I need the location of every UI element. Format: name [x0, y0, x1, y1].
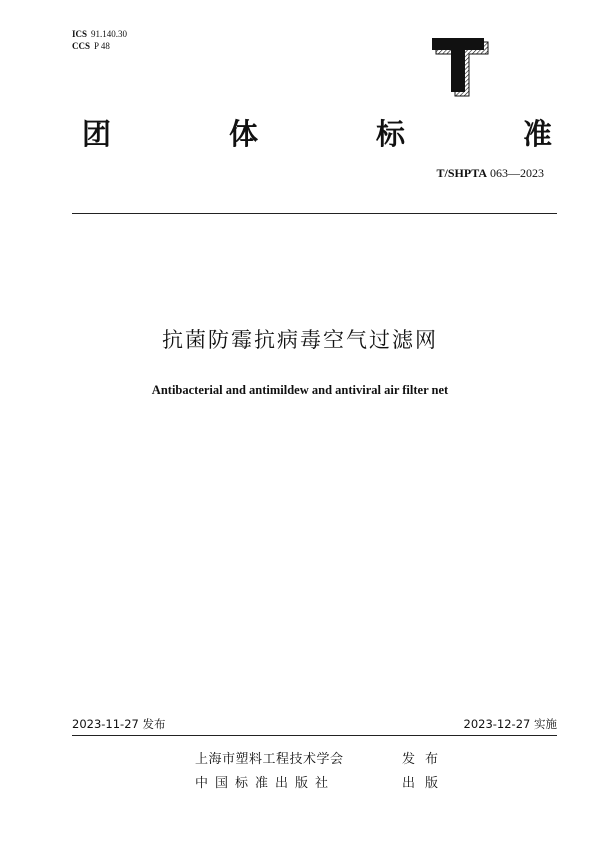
ics-label: ICS [72, 29, 88, 39]
issuer-org: 上海市塑料工程技术学会 [195, 752, 344, 767]
category-char: 标 [375, 117, 405, 151]
standard-t-logo-icon [428, 34, 492, 98]
issuer-line [195, 751, 448, 769]
publisher-action: 出版 [402, 776, 449, 791]
standard-number [437, 165, 544, 181]
category-char: 准 [522, 117, 552, 151]
footer-divider [72, 735, 557, 736]
standard-number-prefix: T/SHPTA [436, 166, 487, 180]
publish-date: 2023-11-27 发布 [72, 717, 166, 731]
publisher-org: 中国标准出版社 [195, 776, 336, 791]
category-char: 体 [228, 117, 258, 151]
standard-number-code: 063—2023 [490, 166, 544, 180]
document-category [82, 116, 552, 152]
header-divider [72, 213, 557, 214]
ccs-label: CCS [72, 41, 91, 51]
document-title-chinese: 抗菌防霉抗病毒空气过滤网 [162, 328, 438, 352]
document-title-english: Antibacterial and antimildew and antiviral air filter net [151, 383, 449, 397]
ics-line [72, 28, 127, 40]
publisher-line [195, 775, 448, 793]
ics-code: 91.140.30 [91, 29, 128, 39]
category-char: 团 [82, 117, 112, 151]
ccs-code: P 48 [94, 41, 110, 51]
implement-date: 2023-12-27 实施 [463, 717, 557, 731]
classification-codes [72, 28, 127, 52]
ccs-line [72, 40, 127, 52]
issuer-action: 发布 [402, 752, 449, 767]
